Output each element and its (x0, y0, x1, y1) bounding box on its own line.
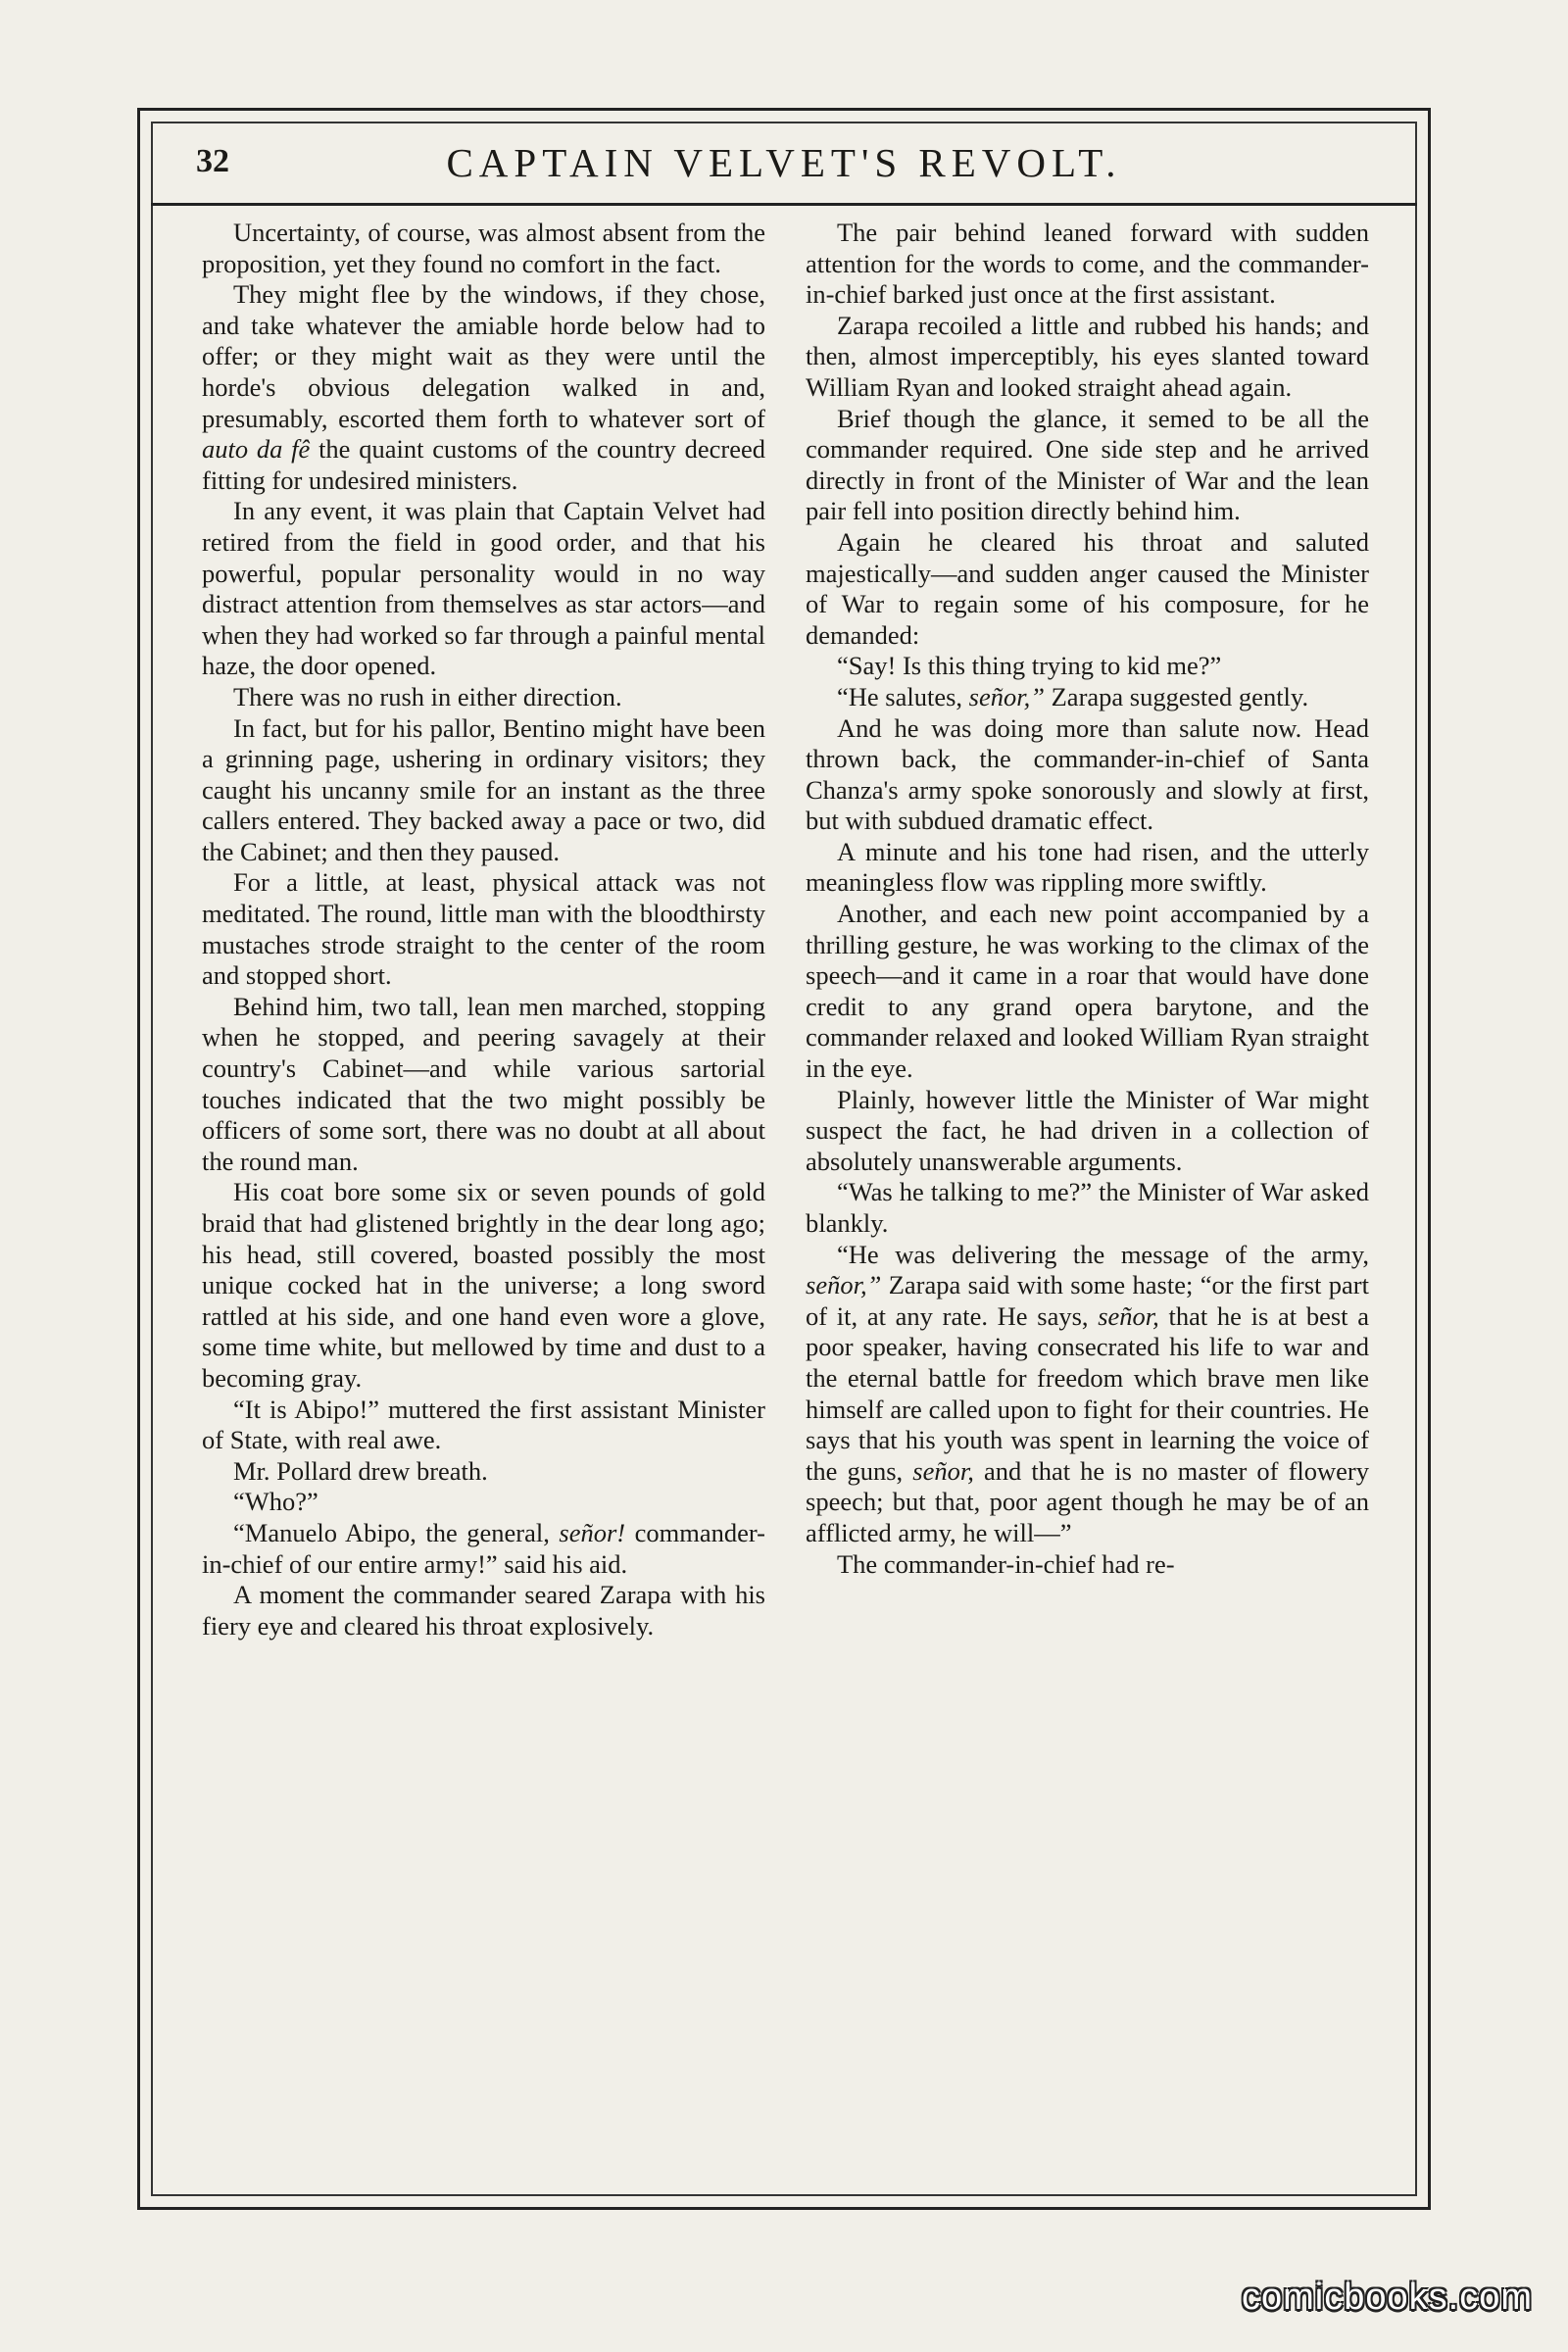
text-run: Plainly, however little the Minister of War might suspect the fact, he had driven in a collection of absolutely unanswerable arguments. (806, 1084, 1369, 1176)
paragraph (806, 1177, 1369, 1239)
italic-text: señor,” (806, 1270, 882, 1300)
text-run: For a little, at least, physical attack was not meditated. The round, little man with the bloodthirsty mustaches strode straight to the center of the room and stopped short. (202, 867, 765, 991)
right-text-column (806, 218, 1369, 1580)
paragraph (202, 1487, 765, 1518)
paragraph (202, 682, 765, 713)
text-run: “Say! Is this thing trying to kid me?” (837, 651, 1222, 681)
paragraph (806, 682, 1369, 713)
paragraph (806, 837, 1369, 899)
paragraph (806, 1240, 1369, 1549)
text-run: Zarapa recoiled a little and rubbed his hands; and then, almost imperceptibly, his eyes slanted toward William Ryan and looked straight ahead again. (806, 310, 1369, 402)
paragraph (202, 713, 765, 868)
page-number: 32 (196, 143, 229, 179)
left-text-column (202, 218, 765, 1642)
text-run: commander-in-chief of our entire army!” said his aid. (202, 1517, 765, 1579)
paragraph (202, 218, 765, 279)
text-run: “He was delivering the message of the army, (837, 1239, 1369, 1269)
paragraph (202, 1456, 765, 1488)
text-run: They might flee by the windows, if they chose, and take whatever the amiable horde below had to offer; or they might wait as they were until the horde's obvious delegation walked in and, presumably, escorted them forth to whatever sort of (202, 279, 765, 433)
paragraph (806, 1085, 1369, 1178)
paragraph (202, 279, 765, 496)
text-run: the quaint customs of the country decreed fitting for undesired ministers. (202, 434, 765, 495)
italic-text: señor,” (968, 681, 1045, 711)
paragraph (202, 1518, 765, 1580)
text-run: and that he is no master of flowery speech; but that, poor agent though he may be of an afflicted army, he will—” (806, 1455, 1370, 1547)
text-run: “Was he talking to me?” the Minister of War asked blankly. (806, 1177, 1369, 1238)
text-run: And he was doing more than salute now. Head thrown back, the commander-in-chief of Santa Chanza's army spoke sonorously and slowly at first, but with subdued dramatic effect. (806, 712, 1369, 836)
text-run: Brief though the glance, it semed to be all the commander required. One side step and he arrived directly in front of the Minister of War and the lean pair fell into position directly behind him. (806, 403, 1369, 526)
text-run: Another, and each new point accompanied by a thrilling gesture, he was working to the climax of the speech—and it came in a roar that would have done credit to any grand opera barytone, and the commander relaxed and looked William Ryan straight in the eye. (806, 899, 1369, 1084)
paragraph (806, 404, 1369, 527)
italic-text: señor! (559, 1517, 626, 1547)
paragraph (806, 713, 1369, 837)
paragraph (202, 1177, 765, 1394)
text-run: A moment the commander seared Zarapa with his fiery eye and cleared his throat explosively. (202, 1580, 765, 1641)
paragraph (202, 992, 765, 1178)
paragraph (806, 1549, 1369, 1581)
text-run: Mr. Pollard drew breath. (233, 1455, 488, 1486)
italic-text: señor, (1098, 1300, 1159, 1331)
italic-text: señor, (912, 1455, 974, 1486)
text-run: The commander-in-chief had re- (837, 1548, 1175, 1579)
text-run: “Manuelo Abipo, the general, (233, 1517, 560, 1547)
paragraph (806, 527, 1369, 651)
text-run: Again he cleared his throat and saluted majestically—and sudden anger caused the Minister of War to regain some of his composure, for he demanded: (806, 526, 1369, 650)
page-header (157, 129, 1411, 200)
text-run: Zarapa said with some haste; “or the first part of it, at any rate. He says, (806, 1270, 1369, 1331)
text-run: Zarapa suggested gently. (1045, 681, 1309, 711)
paragraph (202, 496, 765, 682)
text-run: “Who?” (233, 1487, 318, 1517)
text-run: that he is at best a poor speaker, having consecrated his life to war and the eternal battle for freedom which brave men like himself are called upon to fight for their countries. He says that his youth was spent in learning the voice of the guns, (806, 1300, 1369, 1486)
text-run: Behind him, two tall, lean men marched, stopping when he stopped, and peering savagely at their country's Cabinet—and while various sartorial touches indicated that the two might possibly be officers of some sort, there was no doubt at all about the round man. (202, 991, 765, 1176)
text-run: Uncertainty, of course, was almost absent from the proposition, yet they found no comfort in the fact. (202, 218, 765, 278)
text-run: In any event, it was plain that Captain Velvet had retired from the field in good order, and that his powerful, popular personality would in no way distract attention from themselves as star actors—and when they had worked so far through a painful mental haze, the door opened. (202, 496, 765, 681)
text-run: “It is Abipo!” muttered the first assistant Minister of State, with real awe. (202, 1394, 765, 1455)
header-rule (151, 203, 1417, 206)
italic-text: auto da fê (202, 434, 311, 465)
text-run: His coat bore some six or seven pounds of gold braid that had glistened brightly in the dear long ago; his head, still covered, boasted possibly the most unique cocked hat in the universe; a long sword rattled at his side, and one hand even wore a glove, some time white, but mellowed by time and dust to a becoming gray. (202, 1177, 765, 1393)
text-run: A minute and his tone had risen, and the utterly meaningless flow was rippling more swiftly. (806, 836, 1369, 898)
paragraph (806, 651, 1369, 682)
text-run: There was no rush in either direction. (233, 681, 622, 711)
paragraph (202, 867, 765, 991)
text-run: The pair behind leaned forward with sudden attention for the words to come, and the commander-in-chief barked just once at the first assistant. (806, 218, 1369, 310)
text-run: “He salutes, (837, 681, 969, 711)
watermark: comicbooks.com (1242, 2277, 1533, 2318)
paragraph (202, 1580, 765, 1642)
running-head: CAPTAIN VELVET'S REVOLT. (446, 140, 1122, 185)
paragraph (806, 899, 1369, 1085)
paragraph (806, 311, 1369, 404)
text-run: In fact, but for his pallor, Bentino might have been a grinning page, ushering in ordinary visitors; they caught his uncanny smile for an instant as the three callers entered. They backed away a pace or two, did the Cabinet; and then they paused. (202, 712, 765, 866)
paragraph (806, 218, 1369, 311)
paragraph (202, 1395, 765, 1456)
